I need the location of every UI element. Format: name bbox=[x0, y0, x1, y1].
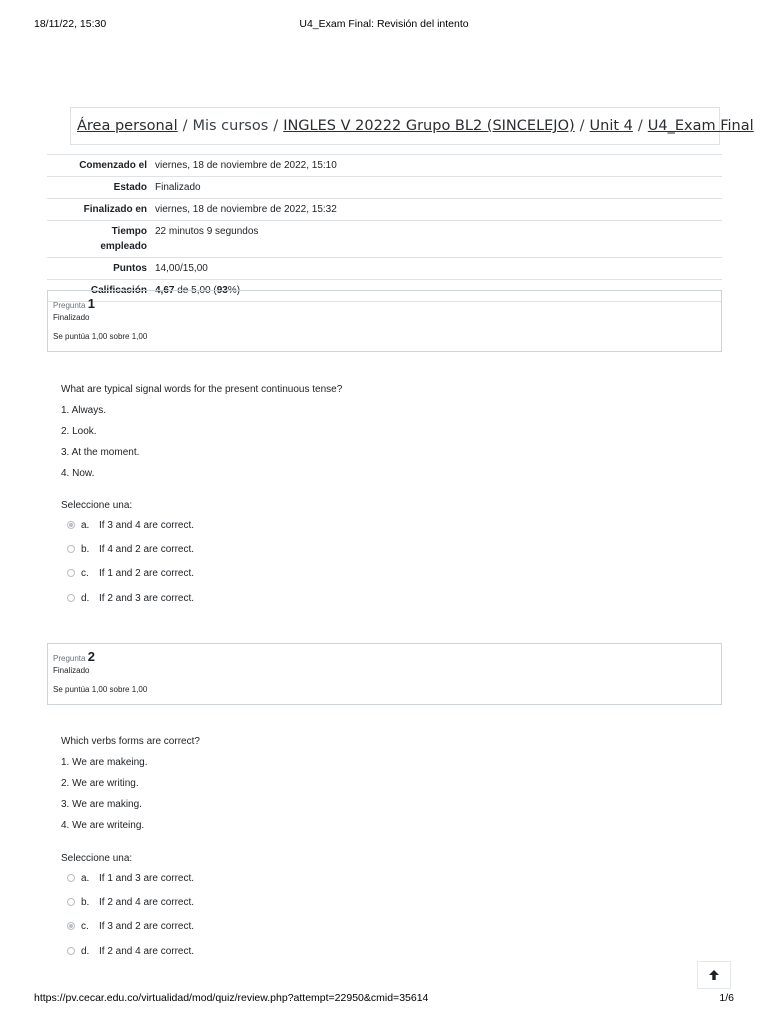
question-text-1 bbox=[61, 383, 711, 488]
breadcrumb-unit[interactable]: Unit 4 bbox=[589, 118, 633, 134]
option-letter: c. bbox=[81, 920, 89, 932]
answer-option-a[interactable] bbox=[61, 871, 194, 885]
question-number-value: 1 bbox=[87, 296, 95, 311]
grade-value: 4,67 bbox=[155, 285, 175, 296]
question-item: 3. We are making. bbox=[61, 799, 142, 810]
radio-icon[interactable] bbox=[67, 545, 75, 553]
summary-label: Estado bbox=[47, 177, 151, 199]
summary-label: Comenzado el bbox=[47, 155, 151, 177]
question-item: 1. Always. bbox=[61, 405, 107, 416]
question-grade: Se puntúa 1,00 sobre 1,00 bbox=[53, 332, 148, 341]
summary-row-time bbox=[47, 221, 722, 258]
question-label: Pregunta bbox=[53, 301, 86, 310]
breadcrumb-exam[interactable]: U4_Exam Final bbox=[647, 118, 754, 134]
breadcrumb-course[interactable]: INGLES V 20222 Grupo BL2 (SINCELEJO) bbox=[283, 118, 575, 134]
summary-row-finished bbox=[47, 199, 722, 221]
question-item: 2. We are writing. bbox=[61, 778, 139, 789]
option-letter: b. bbox=[81, 896, 90, 908]
radio-icon[interactable] bbox=[67, 874, 75, 882]
question-state: Finalizado bbox=[53, 313, 90, 322]
breadcrumb-separator: / bbox=[182, 118, 188, 134]
answer-option-b[interactable] bbox=[61, 542, 194, 556]
question-text-2 bbox=[61, 735, 711, 840]
answer-option-c[interactable] bbox=[61, 919, 194, 933]
option-text: If 3 and 4 are correct. bbox=[99, 519, 195, 531]
question-number bbox=[53, 296, 716, 311]
summary-label-line1: Tiempo bbox=[111, 226, 147, 237]
print-datetime: 18/11/22, 15:30 bbox=[34, 18, 107, 30]
grade-mid: de 5,00 ( bbox=[174, 285, 217, 296]
summary-row-state bbox=[47, 177, 722, 199]
option-text: If 3 and 2 are correct. bbox=[99, 920, 195, 932]
summary-value: 14,00/15,00 bbox=[151, 258, 722, 280]
question-item: 4. Now. bbox=[61, 468, 95, 479]
question-number bbox=[53, 649, 716, 664]
option-letter: c. bbox=[81, 567, 89, 579]
question-state: Finalizado bbox=[53, 666, 90, 675]
attempt-summary-table bbox=[47, 154, 722, 302]
radio-icon[interactable] bbox=[67, 898, 75, 906]
summary-row-started bbox=[47, 155, 722, 177]
option-text: If 1 and 3 are correct. bbox=[99, 872, 195, 884]
answer-option-a[interactable] bbox=[61, 518, 194, 532]
question-item: 2. Look. bbox=[61, 426, 97, 437]
option-letter: a. bbox=[81, 519, 90, 531]
question-number-value: 2 bbox=[87, 649, 95, 664]
breadcrumb-separator: / bbox=[579, 118, 585, 134]
option-letter: d. bbox=[81, 592, 90, 604]
print-header bbox=[34, 18, 734, 32]
question-grade: Se puntúa 1,00 sobre 1,00 bbox=[53, 685, 148, 694]
question-item: 1. We are makeing. bbox=[61, 757, 148, 768]
answer-option-d[interactable] bbox=[61, 944, 194, 958]
radio-icon[interactable] bbox=[67, 569, 75, 577]
breadcrumb-separator: / bbox=[273, 118, 279, 134]
arrow-up-icon bbox=[708, 969, 720, 981]
summary-label: Puntos bbox=[47, 258, 151, 280]
option-letter: d. bbox=[81, 945, 90, 957]
question-info-2 bbox=[47, 643, 722, 705]
summary-value: 22 minutos 9 segundos bbox=[151, 221, 722, 258]
option-letter: b. bbox=[81, 543, 90, 555]
answer-option-b[interactable] bbox=[61, 895, 194, 909]
back-to-top-button[interactable] bbox=[697, 961, 731, 989]
print-page-number: 1/6 bbox=[719, 992, 734, 1004]
summary-label bbox=[47, 221, 151, 258]
radio-icon[interactable] bbox=[67, 947, 75, 955]
select-prompt: Seleccione una: bbox=[61, 500, 133, 511]
option-text: If 2 and 4 are correct. bbox=[99, 945, 195, 957]
radio-selected-icon[interactable] bbox=[67, 922, 75, 930]
option-text: If 2 and 3 are correct. bbox=[99, 592, 195, 604]
summary-value: viernes, 18 de noviembre de 2022, 15:32 bbox=[151, 199, 722, 221]
select-prompt: Seleccione una: bbox=[61, 853, 133, 864]
question-info-1 bbox=[47, 290, 722, 352]
grade-percent: 93 bbox=[216, 285, 228, 296]
summary-value: Finalizado bbox=[151, 177, 722, 199]
summary-row-points bbox=[47, 258, 722, 280]
breadcrumb-separator: / bbox=[637, 118, 643, 134]
breadcrumb-mis-cursos: Mis cursos bbox=[192, 118, 269, 134]
answer-option-d[interactable] bbox=[61, 591, 194, 605]
question-item: 3. At the moment. bbox=[61, 447, 140, 458]
print-footer bbox=[34, 992, 734, 1006]
breadcrumb-area-personal[interactable]: Área personal bbox=[77, 118, 178, 134]
option-text: If 4 and 2 are correct. bbox=[99, 543, 195, 555]
radio-icon[interactable] bbox=[67, 594, 75, 602]
question-label: Pregunta bbox=[53, 654, 86, 663]
answer-option-c[interactable] bbox=[61, 566, 194, 580]
question-stem: Which verbs forms are correct? bbox=[61, 736, 200, 747]
option-text: If 2 and 4 are correct. bbox=[99, 896, 195, 908]
print-title: U4_Exam Final: Revisión del intento bbox=[299, 18, 469, 30]
breadcrumb bbox=[70, 107, 754, 145]
summary-value: viernes, 18 de noviembre de 2022, 15:10 bbox=[151, 155, 722, 177]
option-letter: a. bbox=[81, 872, 90, 884]
radio-selected-icon[interactable] bbox=[67, 521, 75, 529]
question-stem: What are typical signal words for the present continuous tense? bbox=[61, 384, 343, 395]
summary-label: Finalizado en bbox=[47, 199, 151, 221]
option-text: If 1 and 2 are correct. bbox=[99, 567, 195, 579]
summary-label-line2: empleado bbox=[100, 241, 147, 252]
grade-end: %) bbox=[227, 285, 241, 296]
question-item: 4. We are writeing. bbox=[61, 820, 145, 831]
print-url: https://pv.cecar.edu.co/virtualidad/mod/quiz/review.php?attempt=22950&cmid=35614 bbox=[34, 992, 429, 1004]
summary-label: Calificación bbox=[47, 280, 151, 302]
